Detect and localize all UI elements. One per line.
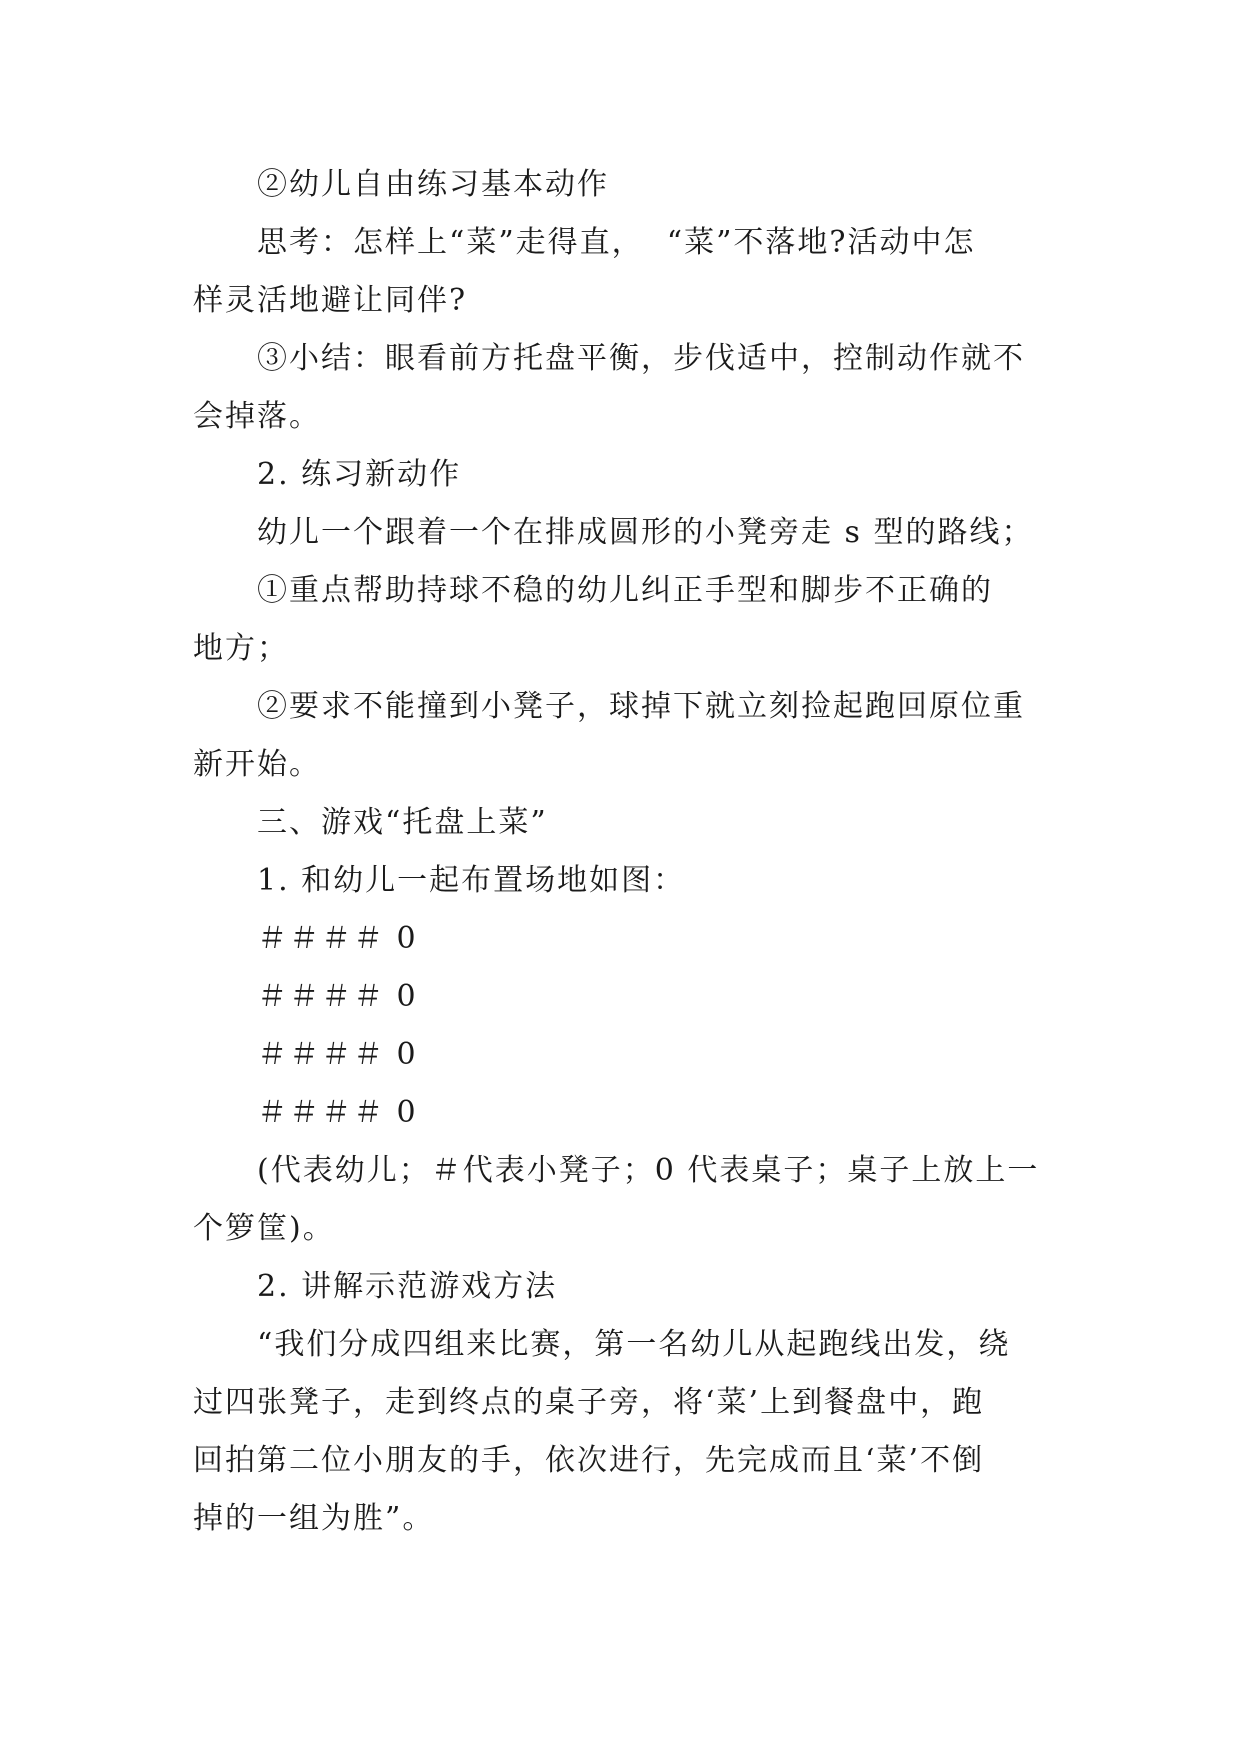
text-line: 地方； (193, 631, 289, 666)
text-line: 个箩筐)。 (193, 1211, 335, 1246)
text-line: 会掉落。 (193, 399, 321, 434)
text-line: ②幼儿自由练习基本动作 (257, 167, 609, 202)
text-line: 1. 和幼儿一起布置场地如图： (257, 863, 686, 898)
layout-diagram-row: ＃＃＃＃ 0 (257, 921, 418, 956)
text-line: “我们分成四组来比赛，第一名幼儿从起跑线出发，绕 (257, 1327, 1011, 1362)
text-line: 新开始。 (193, 747, 321, 782)
section-heading: 三、游戏“托盘上菜” (257, 805, 548, 840)
text-line: ③小结：眼看前方托盘平衡，步伐适中，控制动作就不 (257, 341, 1025, 376)
text-line: 思考：怎样上“菜”走得直， “菜”不落地?活动中怎 (257, 225, 976, 260)
text-line: 幼儿一个跟着一个在排成圆形的小凳旁走 s 型的路线； (257, 515, 1034, 550)
text-line: 掉的一组为胜”。 (193, 1501, 435, 1536)
text-line: 2. 练习新动作 (257, 457, 462, 492)
text-line: ②要求不能撞到小凳子，球掉下就立刻捡起跑回原位重 (257, 689, 1025, 724)
text-line: 样灵活地避让同伴? (193, 283, 468, 318)
text-line: ①重点帮助持球不稳的幼儿纠正手型和脚步不正确的 (257, 573, 993, 608)
text-line: 过四张凳子，走到终点的桌子旁，将‘菜’上到餐盘中，跑 (193, 1385, 985, 1420)
layout-diagram-row: ＃＃＃＃ 0 (257, 1037, 418, 1072)
text-line: 回拍第二位小朋友的手，依次进行，先完成而且‘菜’不倒 (193, 1443, 985, 1478)
text-line: 2. 讲解示范游戏方法 (257, 1269, 558, 1304)
document-body (193, 156, 1055, 1548)
layout-diagram-row: ＃＃＃＃ 0 (257, 979, 418, 1014)
layout-diagram-row: ＃＃＃＃ 0 (257, 1095, 418, 1130)
text-line: (代表幼儿；＃代表小凳子；0 代表桌子；桌子上放上一 (257, 1153, 1040, 1188)
